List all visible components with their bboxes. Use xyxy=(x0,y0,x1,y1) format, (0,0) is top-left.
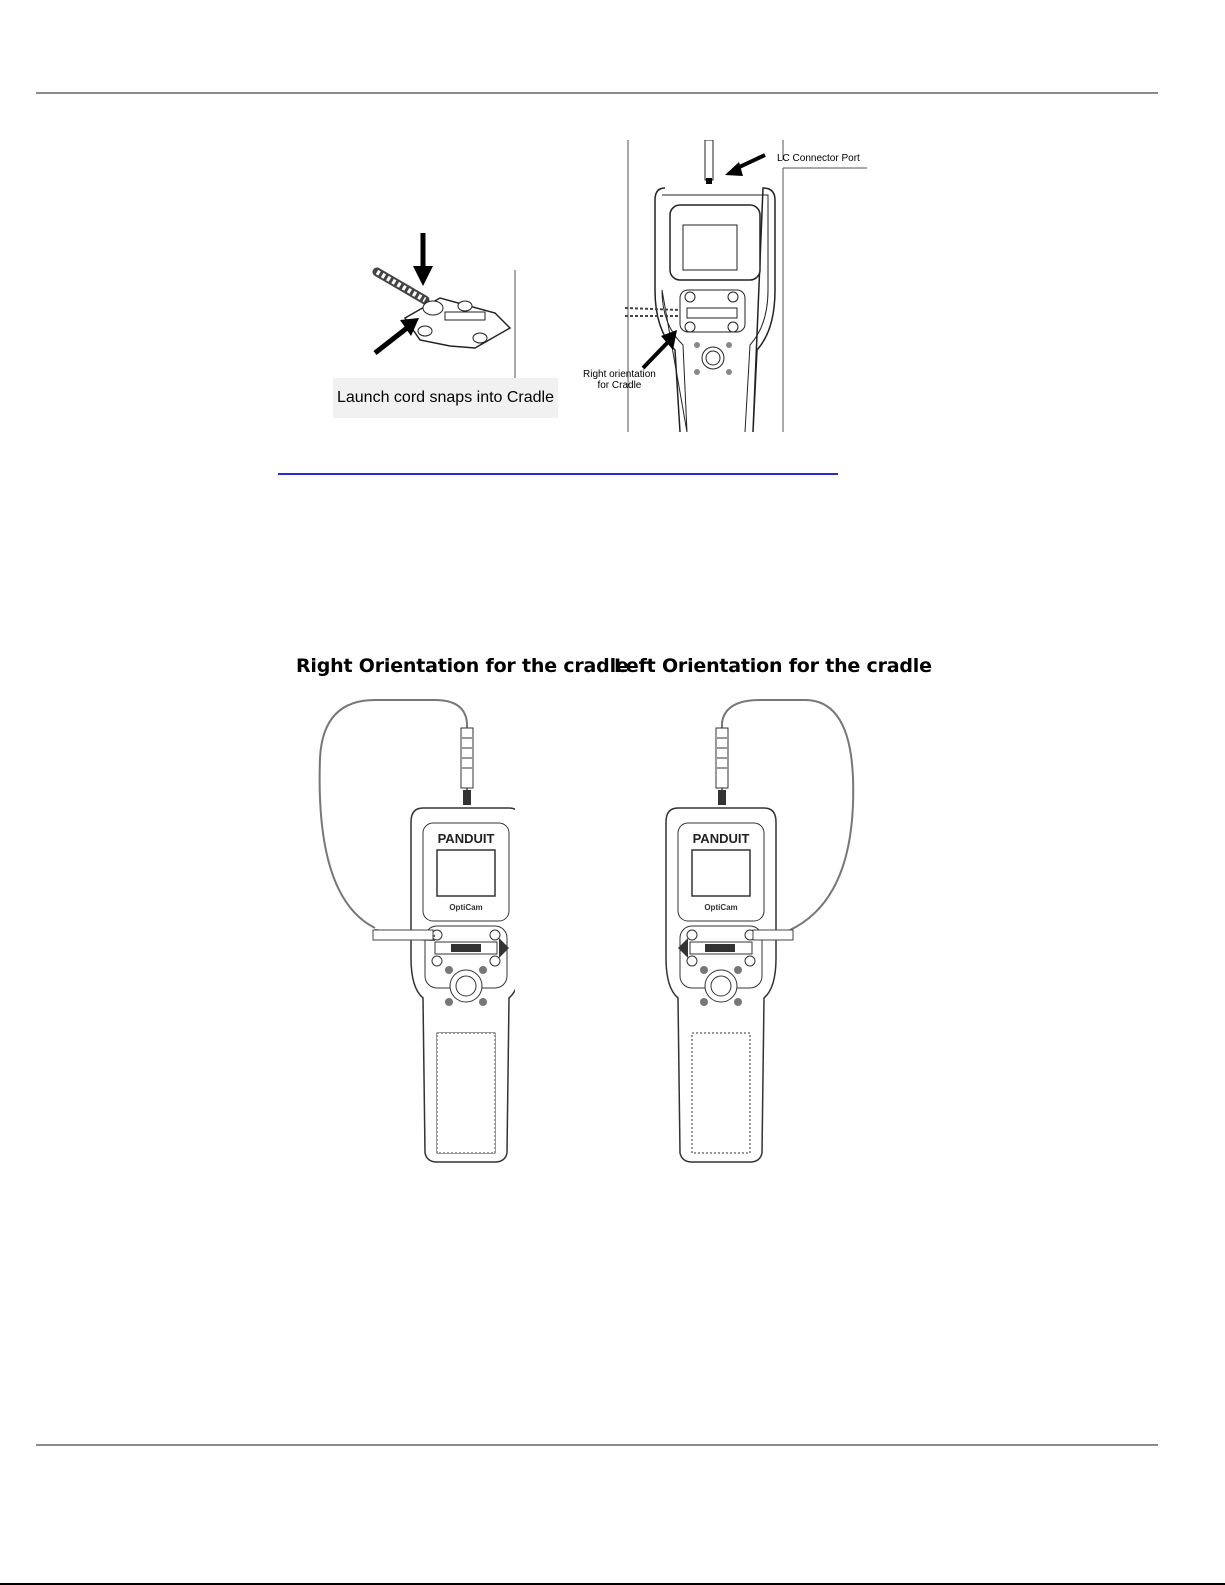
right-orientation-cradle-label: Right orientation for Cradle xyxy=(583,369,656,391)
lc-connector-port-label: LC Connector Port xyxy=(777,153,860,164)
tester-brand-logo: PANDUIT xyxy=(437,831,495,846)
right-orientation-heading: Right Orientation for the cradle xyxy=(296,655,629,677)
figure-divider-underline xyxy=(278,473,838,475)
header-rule xyxy=(36,92,1158,94)
tester-left-orientation xyxy=(585,698,885,1164)
cradle-illustration xyxy=(345,228,520,378)
tester-model-label: OptiCam xyxy=(704,903,738,912)
tester-model-label: OptiCam xyxy=(449,903,483,912)
figure-caption: Launch cord snaps into Cradle xyxy=(333,378,558,418)
tester-lc-port-illustration xyxy=(625,140,870,432)
tester-right-orientation xyxy=(315,698,515,1164)
tester-brand-logo: PANDUIT xyxy=(692,831,750,846)
footer-rule xyxy=(36,1444,1158,1446)
left-orientation-heading: Left Orientation for the cradle xyxy=(614,655,932,677)
